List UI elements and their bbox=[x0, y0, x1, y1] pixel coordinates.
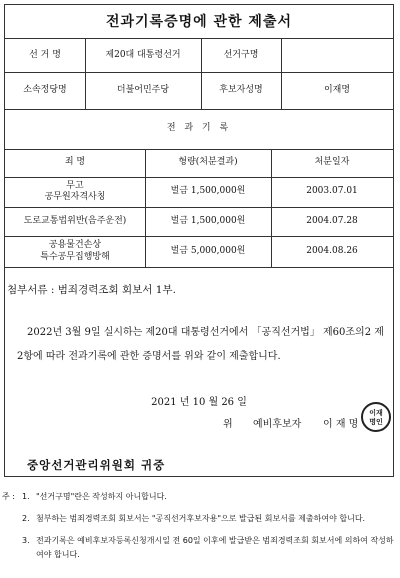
party-value: 더불어민주당 bbox=[116, 84, 170, 95]
party-label: 소속정당명 bbox=[23, 84, 67, 95]
seal-stamp-text: 이재 명인 bbox=[369, 408, 383, 426]
notes-prefix: 주 : bbox=[2, 492, 15, 501]
submission-paragraph: 2022년 3월 9일 실시하는 제20대 대통령선거에서 「공직선거법」 제60조의2 제2항에 따라 전과기록에 관한 증명서를 위와 같이 제출합니다. bbox=[17, 327, 384, 362]
table-row-2-penalty: 벌금 1,500,000원 bbox=[170, 215, 246, 226]
election-value: 제20대 대통령선거 bbox=[105, 49, 181, 60]
candidate-value: 이재명 bbox=[323, 84, 351, 95]
submission-date: 2021 년 10 월 26 일 bbox=[151, 397, 247, 408]
district-label: 선거구명 bbox=[223, 49, 259, 60]
table-row-3-date: 2004.08.26 bbox=[306, 245, 358, 256]
election-label: 선 거 명 bbox=[29, 49, 61, 60]
table-row-3-penalty: 벌금 5,000,000원 bbox=[170, 245, 246, 256]
table-row-2-date: 2004.07.28 bbox=[306, 215, 358, 226]
note-number: 1. bbox=[22, 492, 30, 501]
header-date: 처분일자 bbox=[314, 157, 350, 168]
note-text: 첨부하는 범죄경력조회 회보서는 "공직선거후보자용"으로 발급된 회보서를 제출하여야 합니다. bbox=[36, 514, 366, 523]
header-penalty: 형량(처분결과) bbox=[178, 157, 238, 168]
candidate-label: 후보자성명 bbox=[219, 84, 263, 95]
district-value bbox=[281, 39, 393, 72]
table-row-1-crime: 무고 공무원자격사칭 bbox=[44, 180, 106, 202]
form-title: 전과기록증명에 관한 제출서 bbox=[5, 5, 393, 39]
seal-stamp bbox=[361, 402, 391, 432]
table-row-1-penalty: 벌금 1,500,000원 bbox=[170, 186, 246, 197]
note-text: 전과기록은 예비후보자등록신청개시일 전 60일 이후에 발급받은 범죄경력조회 회보서에 의하여 작성하여야 합니다. bbox=[36, 536, 394, 559]
signature-name: 이 재 명 bbox=[323, 419, 359, 430]
attachment-line: 첨부서류 : 범죄경력조회 회보서 1부. bbox=[7, 284, 176, 296]
table-row-2-crime: 도로교통법위반(음주운전) bbox=[23, 215, 127, 226]
header-crime: 죄 명 bbox=[64, 157, 86, 168]
submission-form bbox=[4, 4, 394, 477]
note-number: 3. bbox=[22, 536, 30, 545]
note-text: "선거구명"란은 작성하지 아니합니다. bbox=[36, 492, 167, 501]
recipient: 중앙선거관리위원회 귀중 bbox=[27, 458, 166, 472]
note-number: 2. bbox=[22, 514, 30, 523]
table-row-3-crime: 공용물건손상 특수공무집행방해 bbox=[40, 240, 110, 262]
signature-wi: 위 bbox=[223, 419, 233, 430]
records-section-title: 전 과 기 록 bbox=[166, 123, 232, 134]
table-row-1-date: 2003.07.01 bbox=[306, 186, 358, 197]
divider bbox=[5, 267, 393, 268]
signature-role: 예비후보자 bbox=[253, 419, 302, 430]
